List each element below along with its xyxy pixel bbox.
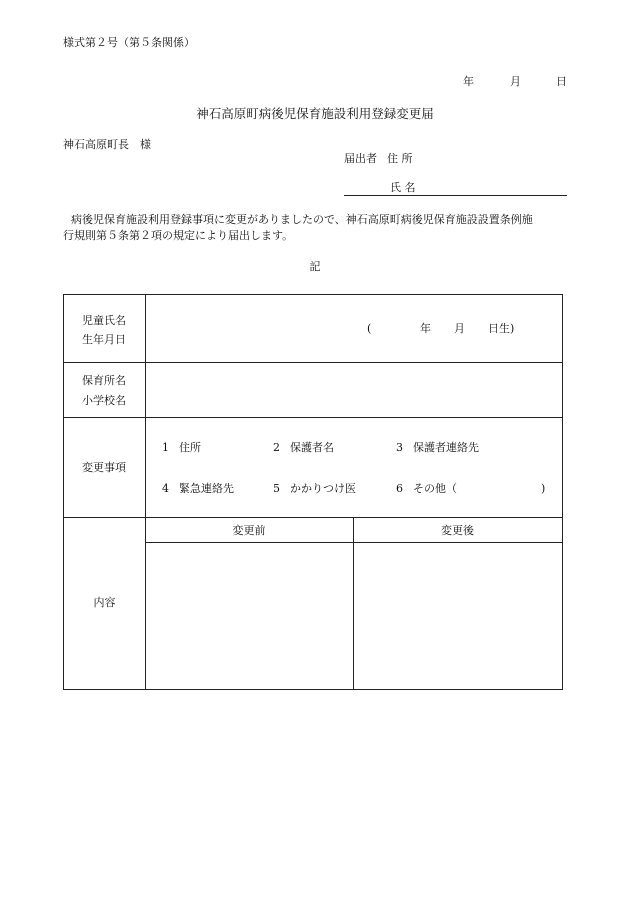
before-change-header: 変更前 (232, 524, 266, 537)
birth-month-label: 月 (454, 322, 465, 335)
birth-day-label: 日生) (488, 322, 515, 335)
birth-open-paren: ( (367, 322, 372, 335)
submitter-label: 届出者 (344, 152, 377, 165)
option-6-close-paren: ) (541, 482, 546, 495)
registration-change-table (63, 294, 563, 690)
birthdate-label: 生年月日 (82, 333, 126, 346)
option-4-num: 4 (162, 482, 169, 495)
option-6-num: 6 (396, 482, 403, 495)
before-after-divider (353, 517, 354, 689)
date-year-label: 年 (463, 75, 474, 88)
option-5-text: かかりつけ医 (290, 482, 356, 495)
option-3-num: 3 (396, 441, 403, 454)
option-6-text: その他（ (413, 482, 457, 495)
option-1-text: 住所 (179, 441, 201, 454)
nursery-name-label: 保育所名 (82, 374, 126, 387)
date-month-label: 月 (510, 75, 521, 88)
row-divider-2 (64, 417, 562, 418)
option-1-num: 1 (162, 441, 169, 454)
label-column-divider (145, 295, 146, 689)
option-5-num: 5 (273, 482, 280, 495)
option-2-text: 保護者名 (290, 441, 334, 454)
birth-year-label: 年 (420, 322, 431, 335)
name-signature-line (344, 195, 567, 196)
content-label: 内容 (93, 596, 116, 609)
change-items-label: 変更事項 (82, 461, 126, 474)
child-name-label: 児童氏名 (82, 314, 126, 327)
document-title: 神石高原町病後児保育施設利用登録変更届 (196, 106, 434, 121)
address-label: 住 所 (387, 152, 413, 165)
row-divider-1 (64, 362, 562, 363)
school-name-label: 小学校名 (82, 394, 126, 407)
row-divider-3 (64, 517, 562, 518)
ki-heading: 記 (309, 260, 321, 273)
date-day-label: 日 (556, 75, 567, 88)
form-number: 様式第２号（第５条関係） (63, 36, 195, 49)
body-text-line2: 行規則第５条第２項の規定により届出します。 (63, 229, 294, 242)
option-2-num: 2 (273, 441, 280, 454)
addressee: 神石高原町長 様 (63, 138, 151, 151)
option-4-text: 緊急連絡先 (179, 482, 234, 495)
after-change-header: 変更後 (441, 524, 474, 537)
name-label: 氏 名 (390, 181, 416, 194)
body-text-line1: 病後児保育施設利用登録事項に変更がありましたので、神石高原町病後児保育施設設置条例施 (71, 213, 533, 226)
option-3-text: 保護者連絡先 (413, 441, 479, 454)
